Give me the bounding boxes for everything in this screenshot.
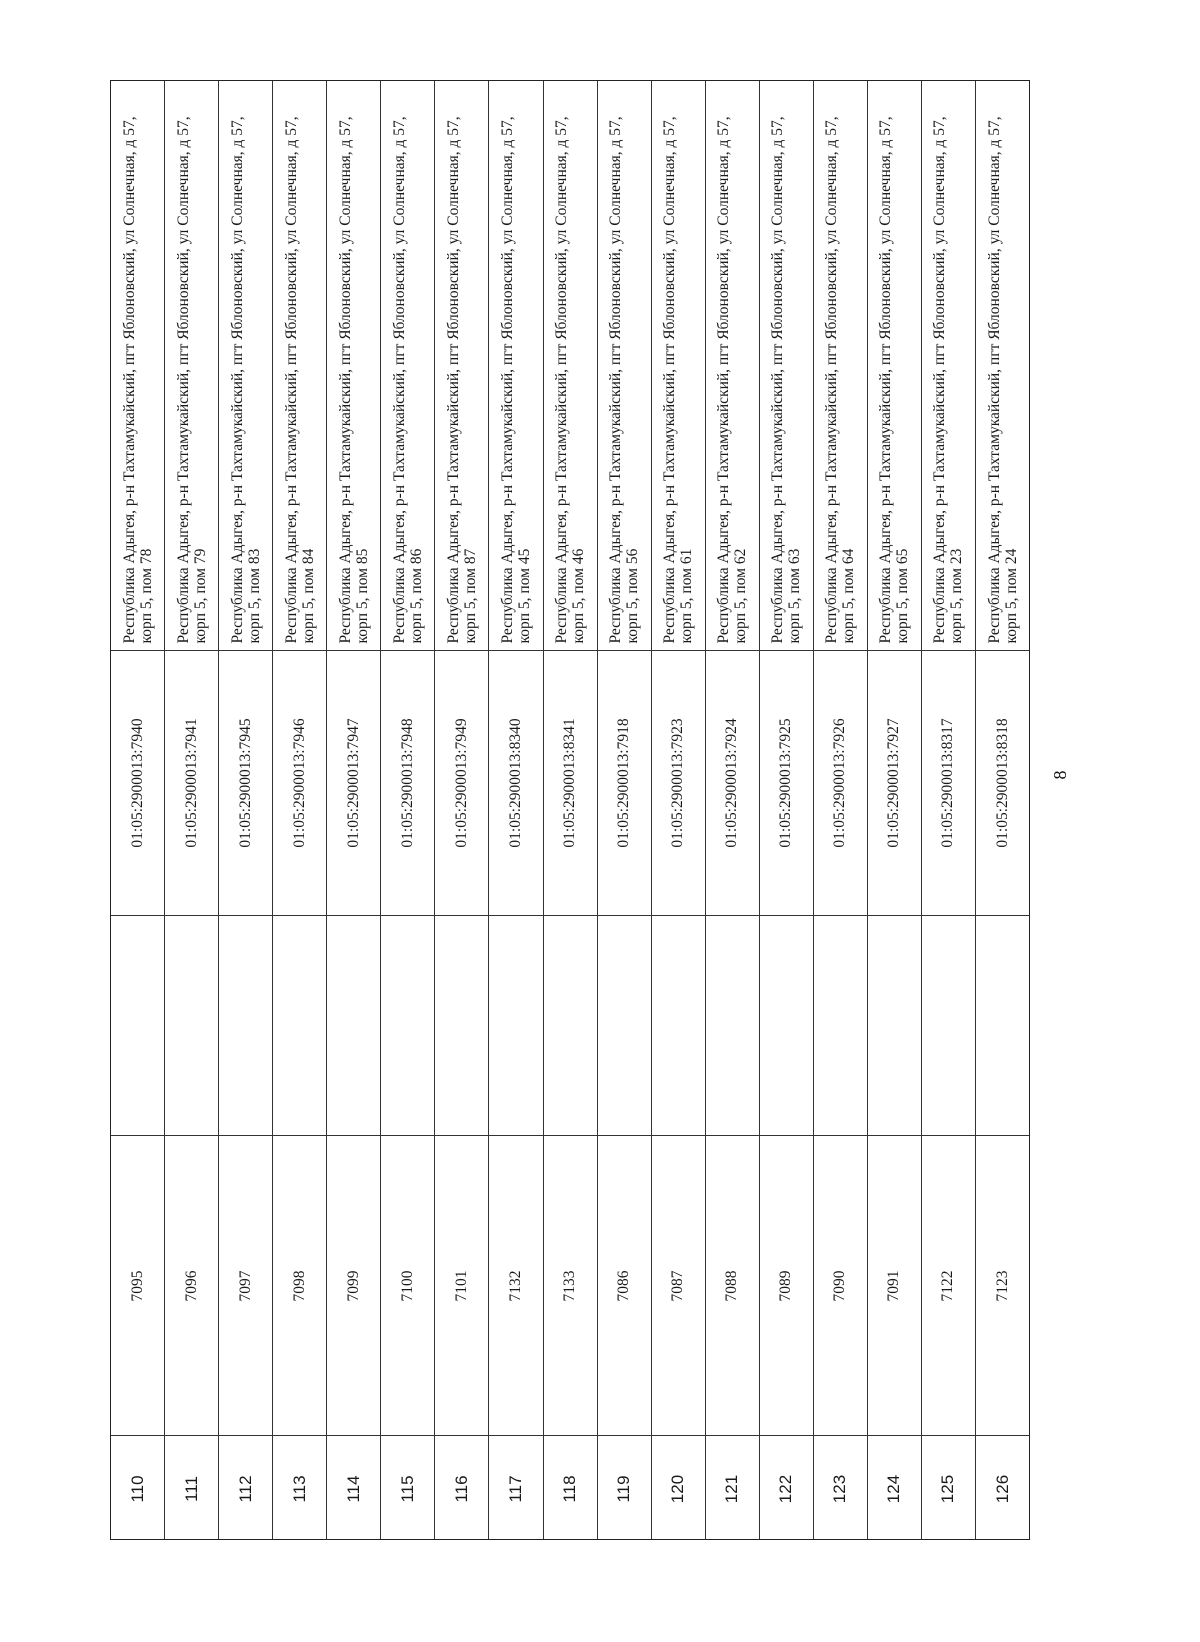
code-text: 7097 [236, 1270, 254, 1301]
address-text: Республика Адыгея, р-н Тахтамукайский, пгт Яблоновский, ул Солнечная, д 57, корп 5, пом 85 [336, 115, 371, 643]
address-text: Республика Адыгея, р-н Тахтамукайский, пгт Яблоновский, ул Солнечная, д 57, корп 5, пом 62 [715, 115, 750, 643]
address-text: Республика Адыгея, р-н Тахтамукайский, пгт Яблоновский, ул Солнечная, д 57, корп 5, пом 65 [877, 115, 912, 643]
empty-cell [706, 916, 759, 1136]
address-cell [327, 81, 380, 651]
address-text: Республика Адыгея, р-н Тахтамукайский, пгт Яблоновский, ул Солнечная, д 57, корп 5, пом 23 [931, 115, 966, 643]
row-number-cell [760, 1436, 813, 1541]
row-number-text: 118 [560, 1474, 580, 1503]
empty-cell [111, 916, 164, 1136]
address-cell [219, 81, 272, 651]
code-text: 7088 [723, 1270, 741, 1301]
address-cell [868, 81, 921, 651]
row-number-cell [489, 1436, 542, 1541]
code-cell [868, 1136, 921, 1436]
address-cell [598, 81, 651, 651]
property-table [110, 80, 1030, 1540]
empty-cell [273, 916, 326, 1136]
cadastral-number-cell [273, 651, 326, 916]
row-number-text: 124 [884, 1474, 904, 1503]
row-number-text: 126 [992, 1474, 1012, 1503]
table-row [488, 81, 542, 1539]
cadastral-number-cell [976, 651, 1029, 916]
row-number-cell [219, 1436, 272, 1541]
table-row [705, 81, 759, 1539]
row-number-text: 115 [397, 1474, 417, 1503]
row-number-cell [381, 1436, 434, 1541]
table-row [543, 81, 597, 1539]
code-text: 7101 [452, 1270, 470, 1301]
row-number-cell [435, 1436, 488, 1541]
table-row [813, 81, 867, 1539]
row-number-cell [273, 1436, 326, 1541]
code-cell [976, 1136, 1029, 1436]
cadastral-number-cell [814, 651, 867, 916]
cadastral-number-cell [381, 651, 434, 916]
cadastral-number-cell [435, 651, 488, 916]
address-cell [706, 81, 759, 651]
cadastral-number-text: 01:05:2900013:7923 [669, 718, 687, 848]
page-number: 8 [1050, 770, 1070, 780]
empty-cell [489, 916, 542, 1136]
empty-cell [381, 916, 434, 1136]
address-text: Республика Адыгея, р-н Тахтамукайский, пгт Яблоновский, ул Солнечная, д 57, корп 5, пом 86 [390, 115, 425, 643]
code-text: 7096 [182, 1270, 200, 1301]
cadastral-number-text: 01:05:2900013:7925 [777, 718, 795, 848]
cadastral-number-text: 01:05:2900013:8341 [561, 718, 579, 848]
code-text: 7086 [615, 1270, 633, 1301]
cadastral-number-text: 01:05:2900013:8318 [993, 718, 1011, 848]
cadastral-number-text: 01:05:2900013:7947 [344, 718, 362, 848]
table-row [272, 81, 326, 1539]
row-number-text: 114 [343, 1474, 363, 1503]
empty-cell [760, 916, 813, 1136]
empty-cell [814, 916, 867, 1136]
row-number-cell [652, 1436, 705, 1541]
address-cell [489, 81, 542, 651]
address-text: Республика Адыгея, р-н Тахтамукайский, пгт Яблоновский, ул Солнечная, д 57, корп 5, пом 56 [607, 115, 642, 643]
code-cell [544, 1136, 597, 1436]
table-row [434, 81, 488, 1539]
code-cell [598, 1136, 651, 1436]
cadastral-number-text: 01:05:2900013:7940 [128, 718, 146, 848]
table-row [759, 81, 813, 1539]
row-number-cell [327, 1436, 380, 1541]
row-number-text: 110 [127, 1474, 147, 1503]
table-row [218, 81, 272, 1539]
code-text: 7100 [398, 1270, 416, 1301]
row-number-cell [976, 1436, 1029, 1541]
code-cell [760, 1136, 813, 1436]
row-number-text: 123 [830, 1474, 850, 1503]
address-cell [435, 81, 488, 651]
cadastral-number-cell [327, 651, 380, 916]
address-cell [760, 81, 813, 651]
code-cell [489, 1136, 542, 1436]
code-text: 7090 [831, 1270, 849, 1301]
address-cell [652, 81, 705, 651]
empty-cell [598, 916, 651, 1136]
empty-cell [435, 916, 488, 1136]
code-text: 7095 [128, 1270, 146, 1301]
code-text: 7087 [669, 1270, 687, 1301]
row-number-text: 117 [505, 1474, 525, 1503]
cadastral-number-cell [544, 651, 597, 916]
cadastral-number-cell [165, 651, 218, 916]
code-cell [814, 1136, 867, 1436]
row-number-text: 120 [668, 1474, 688, 1503]
address-cell [111, 81, 164, 651]
cadastral-number-cell [868, 651, 921, 916]
empty-cell [327, 916, 380, 1136]
address-text: Республика Адыгея, р-н Тахтамукайский, пгт Яблоновский, ул Солнечная, д 57, корп 5, пом 46 [553, 115, 588, 643]
cadastral-number-cell [489, 651, 542, 916]
empty-cell [652, 916, 705, 1136]
cadastral-number-cell [111, 651, 164, 916]
code-cell [327, 1136, 380, 1436]
row-number-cell [111, 1436, 164, 1541]
row-number-text: 113 [289, 1474, 309, 1503]
row-number-text: 122 [776, 1474, 796, 1503]
code-cell [652, 1136, 705, 1436]
cadastral-number-cell [652, 651, 705, 916]
address-text: Республика Адыгея, р-н Тахтамукайский, пгт Яблоновский, ул Солнечная, д 57, корп 5, пом 83 [228, 115, 263, 643]
cadastral-number-text: 01:05:2900013:8317 [939, 718, 957, 848]
row-number-cell [544, 1436, 597, 1541]
code-text: 7089 [777, 1270, 795, 1301]
empty-cell [976, 916, 1029, 1136]
table-row [921, 81, 975, 1539]
table-row [975, 81, 1029, 1539]
empty-cell [219, 916, 272, 1136]
address-cell [544, 81, 597, 651]
empty-cell [868, 916, 921, 1136]
cadastral-number-text: 01:05:2900013:7945 [236, 718, 254, 848]
address-cell [273, 81, 326, 651]
address-text: Республика Адыгея, р-н Тахтамукайский, пгт Яблоновский, ул Солнечная, д 57, корп 5, пом 64 [823, 115, 858, 643]
code-text: 7091 [885, 1270, 903, 1301]
table-row [164, 81, 218, 1539]
row-number-text: 111 [181, 1475, 201, 1502]
address-cell [381, 81, 434, 651]
row-number-text: 116 [451, 1474, 471, 1503]
address-text: Республика Адыгея, р-н Тахтамукайский, пгт Яблоновский, ул Солнечная, д 57, корп 5, пом 63 [769, 115, 804, 643]
address-cell [922, 81, 975, 651]
empty-cell [544, 916, 597, 1136]
cadastral-number-text: 01:05:2900013:7948 [398, 718, 416, 848]
address-text: Республика Адыгея, р-н Тахтамукайский, пгт Яблоновский, ул Солнечная, д 57, корп 5, пом 79 [174, 115, 209, 643]
code-cell [219, 1136, 272, 1436]
cadastral-number-cell [219, 651, 272, 916]
code-cell [165, 1136, 218, 1436]
code-cell [273, 1136, 326, 1436]
cadastral-number-text: 01:05:2900013:7926 [831, 718, 849, 848]
row-number-text: 119 [614, 1474, 634, 1503]
address-text: Республика Адыгея, р-н Тахтамукайский, пгт Яблоновский, ул Солнечная, д 57, корп 5, пом 45 [498, 115, 533, 643]
cadastral-number-text: 01:05:2900013:7941 [182, 718, 200, 848]
address-text: Республика Адыгея, р-н Тахтамукайский, пгт Яблоновский, ул Солнечная, д 57, корп 5, пом 61 [661, 115, 696, 643]
address-text: Республика Адыгея, р-н Тахтамукайский, пгт Яблоновский, ул Солнечная, д 57, корп 5, пом 24 [985, 115, 1020, 643]
cadastral-number-cell [706, 651, 759, 916]
code-cell [435, 1136, 488, 1436]
row-number-cell [598, 1436, 651, 1541]
code-cell [381, 1136, 434, 1436]
table-row [326, 81, 380, 1539]
cadastral-number-text: 01:05:2900013:7946 [290, 718, 308, 848]
code-text: 7099 [344, 1270, 362, 1301]
address-cell [165, 81, 218, 651]
table-row [597, 81, 651, 1539]
empty-cell [165, 916, 218, 1136]
code-cell [111, 1136, 164, 1436]
table-row [380, 81, 434, 1539]
cadastral-number-text: 01:05:2900013:7924 [723, 718, 741, 848]
row-number-text: 121 [722, 1474, 742, 1503]
cadastral-number-cell [598, 651, 651, 916]
cadastral-number-text: 01:05:2900013:7918 [615, 718, 633, 848]
cadastral-number-text: 01:05:2900013:8340 [506, 718, 524, 848]
code-text: 7132 [506, 1270, 524, 1301]
address-cell [814, 81, 867, 651]
address-cell [976, 81, 1029, 651]
code-cell [922, 1136, 975, 1436]
cadastral-number-cell [922, 651, 975, 916]
row-number-cell [814, 1436, 867, 1541]
row-number-text: 125 [938, 1474, 958, 1503]
address-text: Республика Адыгея, р-н Тахтамукайский, пгт Яблоновский, ул Солнечная, д 57, корп 5, пом 87 [444, 115, 479, 643]
table-row [651, 81, 705, 1539]
address-text: Республика Адыгея, р-н Тахтамукайский, пгт Яблоновский, ул Солнечная, д 57, корп 5, пом 84 [282, 115, 317, 643]
cadastral-number-text: 01:05:2900013:7927 [885, 718, 903, 848]
cadastral-number-cell [760, 651, 813, 916]
address-text: Республика Адыгея, р-н Тахтамукайский, пгт Яблоновский, ул Солнечная, д 57, корп 5, пом 78 [120, 115, 155, 643]
row-number-cell [706, 1436, 759, 1541]
code-text: 7098 [290, 1270, 308, 1301]
code-text: 7122 [939, 1270, 957, 1301]
table-row [111, 81, 164, 1539]
table-row [867, 81, 921, 1539]
row-number-text: 112 [235, 1474, 255, 1503]
code-text: 7133 [561, 1270, 579, 1301]
row-number-cell [922, 1436, 975, 1541]
empty-cell [922, 916, 975, 1136]
cadastral-number-text: 01:05:2900013:7949 [452, 718, 470, 848]
row-number-cell [868, 1436, 921, 1541]
code-cell [706, 1136, 759, 1436]
code-text: 7123 [993, 1270, 1011, 1301]
row-number-cell [165, 1436, 218, 1541]
